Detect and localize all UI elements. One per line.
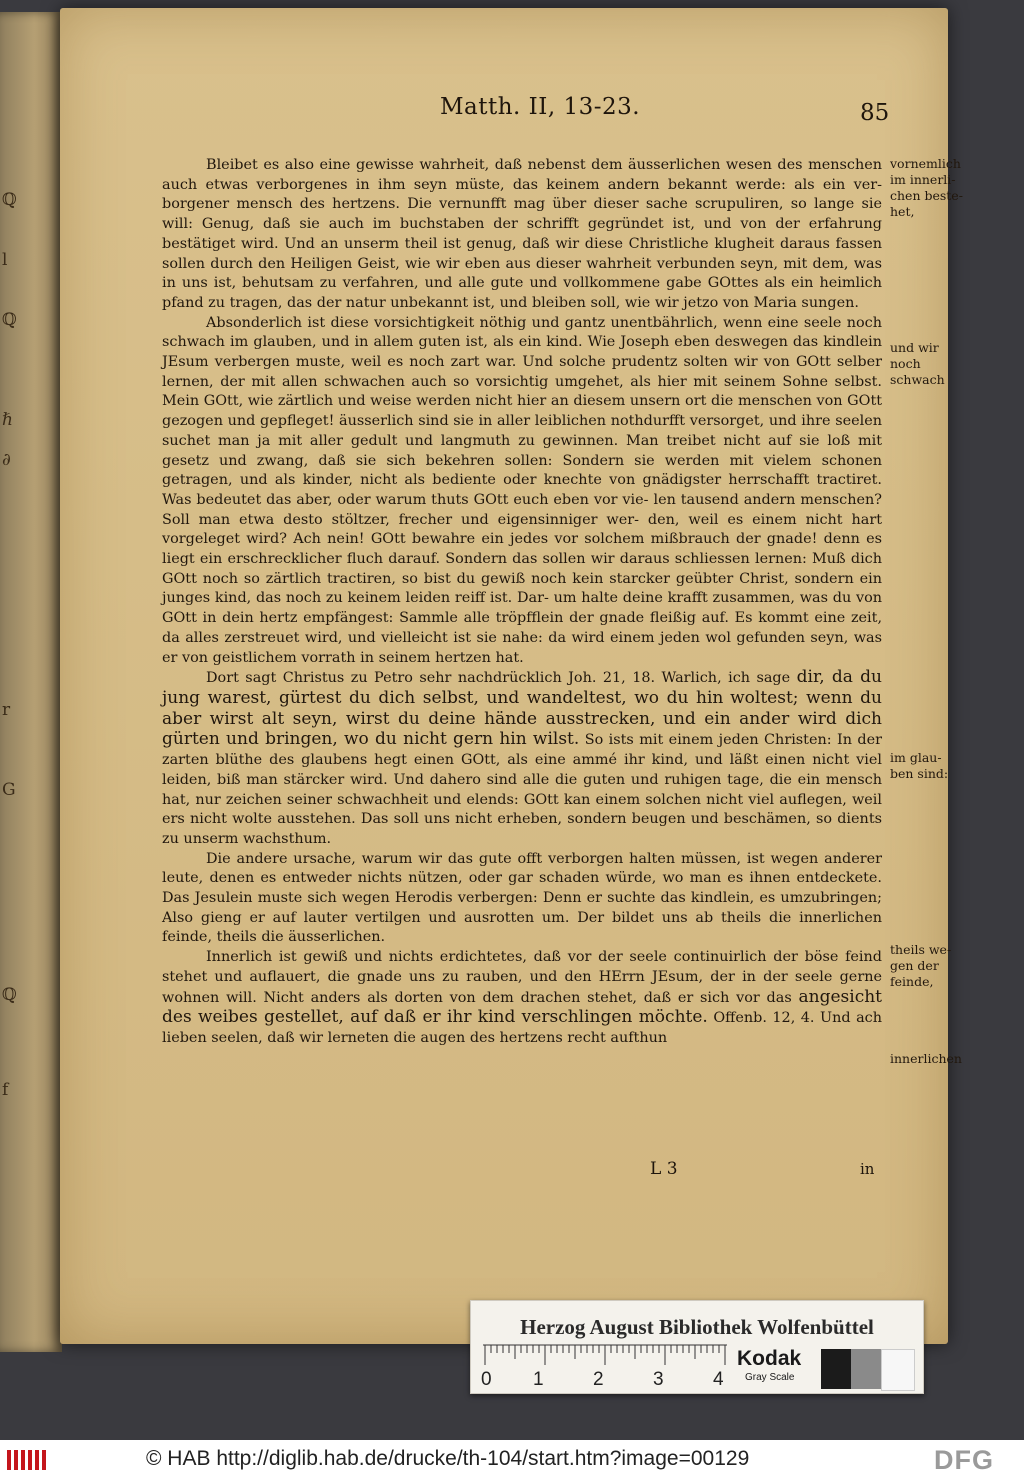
running-head: Matth. II, 13-23. <box>440 94 641 120</box>
black-swatch <box>821 1349 851 1389</box>
previous-page-edge: ℚ l ℚ ℏ ∂ r G ℚ f <box>0 12 62 1352</box>
body-text <box>162 156 882 1049</box>
gray-scale-label: Gray Scale <box>745 1372 795 1383</box>
book-page <box>60 8 963 1344</box>
library-name: Herzog August Bibliothek Wolfenbüttel <box>520 1315 874 1339</box>
margin-note: vornemlich im innerli- chen beste- het, <box>890 156 963 219</box>
gray-swatch <box>851 1349 881 1389</box>
catchword: in <box>860 1160 875 1178</box>
footer-credit-link[interactable]: © HAB http://diglib.hab.de/drucke/th-104/start.htm?image=00129 <box>146 1447 750 1470</box>
ruler-number: 0 <box>481 1369 492 1390</box>
ruler-number: 2 <box>593 1369 604 1390</box>
ruler-number: 1 <box>533 1369 544 1390</box>
paragraph-4: Die andere ursache, warum wir das gute offt verborgen halten müssen, ist wegen anderer leute, denen es entweder nichts nützen, oder gar schaden würde, wo man es ihnen entdeckete. Das Jesulein muste sich wegen Herodis verbergen: Denn er suchte das kindlein, es umzubringen; Also gieng er auf lauter vertilgen und ausrotten um. Der bildet uns ab theils die innerlichen feinde, theils die äusserlichen. <box>162 850 882 946</box>
paragraph-5: Innerlich ist gewiß und nichts erdichtetes, daß vor der seele continuirlich der böse feind stehet und auflauert, die gnade uns zu rauben, und den HErrn JEsum, der in der seele gerne wohnen will. Nicht anders als dorten von dem drachen stehet, daß er sich vor das angesicht des weibes gestellet, auf daß er ihr kind verschlingen möchte. Offenb. 12, 4. Und ach lieben seelen, daß wir lerneten die augen des hertzens recht aufthun <box>162 949 882 1046</box>
ruler-number: 3 <box>653 1369 664 1390</box>
kodak-brand: Kodak <box>737 1347 802 1370</box>
margin-note: innerlichen <box>890 1051 962 1066</box>
paragraph-1: Bleibet es also eine gewisse wahrheit, daß nebenst dem äusserlichen wesen des menschen auch etwas verborgenes in ihm seyn müste, das keinem andern bekannt werde: als ein ver- borgener mensch des hertzens. Die vernunfft mag über dieser sache scrupuliren, so lange sie will: Genug, daß sie auch im buchstaben der schrifft gegründet ist, und von der erfahrung bestätiget wird. Und an unserm theil ist genug, daß wir diese Christliche klugheit daraus fassen sollen durch den Heiligen Geist, wie wir eben aus dieser wahrheit verbunden seyn, mit dem, was in uns ist, behutsam zu verfahren, und alle gute und vollkommene gabe GOttes als ein heimlich pfand zu tragen, das der natur unbekannt ist, und bleiben soll, wie wir jetzo von Maria sungen. <box>162 157 883 311</box>
ruler-scale <box>479 1343 731 1391</box>
ruler-ticks <box>485 1345 725 1365</box>
dfg-logo: DFG <box>934 1445 994 1475</box>
ruler-number: 4 <box>713 1369 724 1390</box>
margin-note: und wir noch schwach <box>890 340 945 387</box>
margin-note: im glau- ben sind: <box>890 750 949 781</box>
paragraph-3: Dort sagt Christus zu Petro sehr nachdrücklich Joh. 21, 18. Warlich, ich sage dir, da du jung warest, gürtest du dich selbst, und wandeltest, wo du hin woltest; wenn du aber wirst alt seyn, wirst du deine hände ausstrecken, und ein ander wird dich gürten und bringen, wo du nicht gern hin wilst. So ists mit einem jeden Christen: In der zarten blüthe des glaubens hegt einen GOtt, als eine ammé ihr kind, und läßt einen nicht viel leiden, biß man stärcker wird. Und dahero sind alle die guten und ruhigen tage, die ein mensch hat, nur zeichen seiner schwachheit und elends: GOtt kan einem solchen nicht viel auflegen, weil ers nicht wolte ausstehen. Das soll uns nicht erheben, sondern beugen und beschämen, so dients zu unserm wachsthum. <box>162 667 883 847</box>
footer-bar <box>0 1440 1024 1479</box>
white-swatch <box>881 1349 915 1391</box>
hab-logo-icon <box>6 1446 48 1474</box>
margin-note: theils we- gen der feinde, <box>890 942 952 989</box>
library-color-card <box>470 1300 924 1394</box>
page-number: 85 <box>860 100 890 126</box>
signature-mark: L 3 <box>650 1159 678 1179</box>
paragraph-2: Absonderlich ist diese vorsichtigkeit nöthig und gantz unentbährlich, wenn eine seele noch schwach im glauben, und in allem guten ist, als ein kind. Wie Joseph eben deswegen das kindlein JEsum verbergen muste, weil es noch zart war. Und solche prudentz solten wir von GOtt selber lernen, der mit allen schwachen auch so vorsichtig umgehet, als hier mit seinem Sohne selbst. Mein GOtt, wie zärtlich und weise werden nicht hier an diesem unsern ort die menschen von GOtt gezogen und gepfleget! äusserlich sind sie in aller leiblichen nothdurfft versorget, und ihre seelen suchet man ja mit aller gedult und langmuth zu gewinnen. Man treibet nicht auf sie loß mit gesetz und zwang, daß sie sich bekehren sollen: Sondern sie werden mit vielem schonen getragen, und als kinder, nicht als bediente oder knechte von gnädigster herrschafft tractiret. Was bedeutet das aber, oder warum thuts GOtt euch eben vor vie- len tausend andern menschen? Soll man etwa desto stöltzer, frecher und eigensinniger wer- den, weil es einem nicht hart vorgeleget wird? Ach nein! GOtt bewahre ein jedes vor solchem mißbrauch der gnade! denn es liegt ein erschrecklicher fluch darauf. Sondern das sollen wir daraus schliessen lernen: Muß dich GOtt noch so zärtlich tractiren, so bist du gewiß noch kein starcker geübter Christ, sondern ein junges kind, das noch zu keinem leiden reiff ist. Dar- um halte deine krafft zusammen, was du von GOtt in dein hertz empfängest: Sammle alle tröpfflein der gnade fleißig auf. Es kommt eine zeit, da alles zerstreuet wird, und vielleicht ist sie nahe: da wird einem jeden wol gefunden seyn, was er von geistlichem vorrath in seinem hertzen hat. <box>162 314 883 666</box>
